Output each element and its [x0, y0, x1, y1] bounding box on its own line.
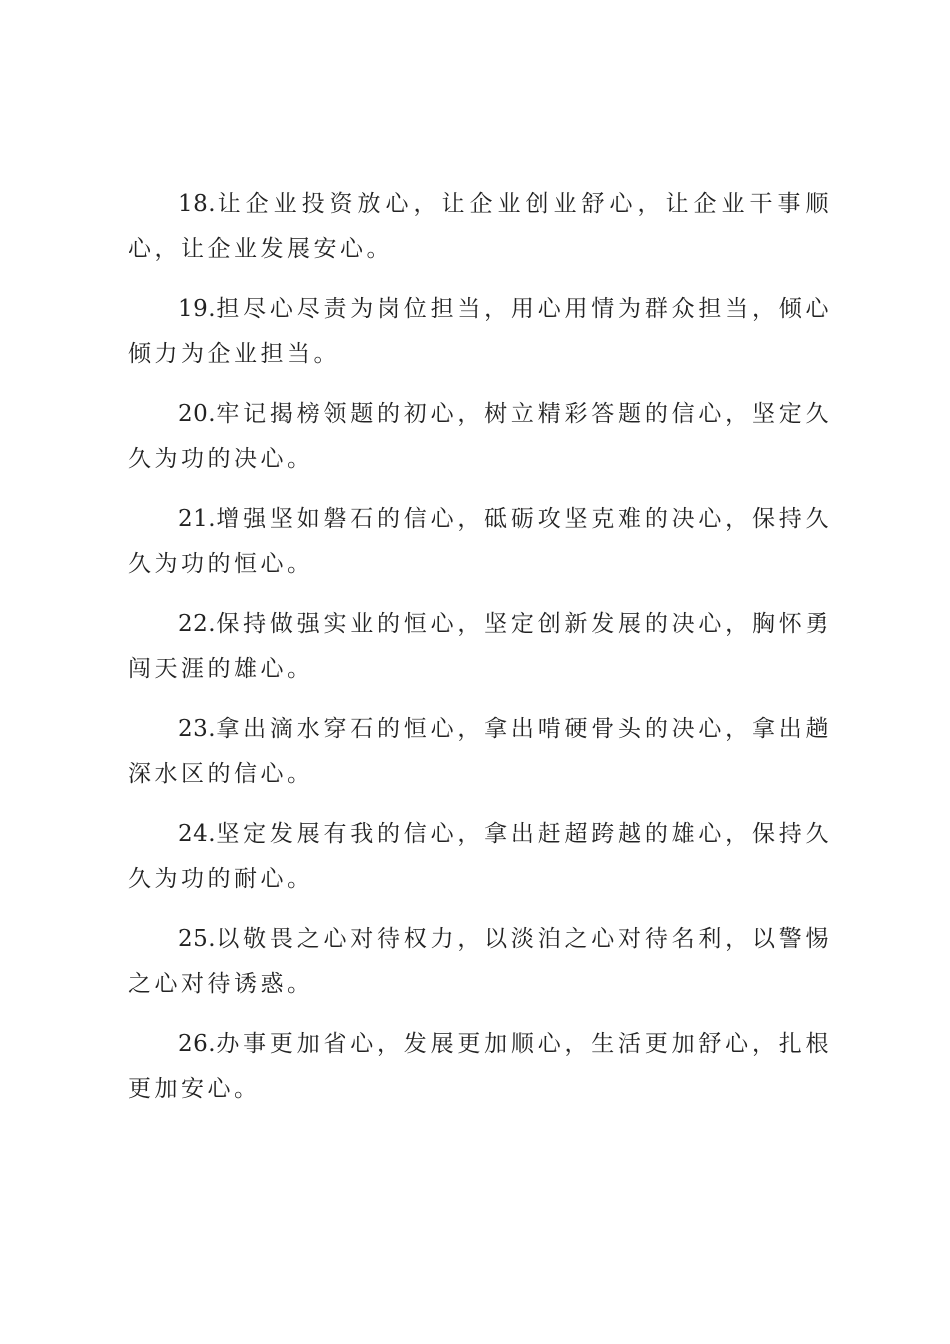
list-item: [128, 1022, 832, 1112]
item-number: 20.: [178, 401, 217, 427]
item-number: 26.: [178, 1031, 217, 1057]
item-text: 拿出滴水穿石的恒心，拿出啃硬骨头的决心，拿出趟深水区的信心。: [128, 716, 832, 787]
list-item: [128, 707, 832, 797]
item-number: 22.: [178, 611, 217, 637]
item-text: 担尽心尽责为岗位担当，用心用情为群众担当，倾心倾力为企业担当。: [128, 296, 832, 367]
item-text: 办事更加省心，发展更加顺心，生活更加舒心，扎根更加安心。: [128, 1031, 832, 1102]
list-item: [128, 602, 832, 692]
item-number: 19.: [178, 296, 217, 322]
item-number: 21.: [178, 506, 217, 532]
item-text: 坚定发展有我的信心，拿出赶超跨越的雄心，保持久久为功的耐心。: [128, 821, 832, 892]
item-text: 保持做强实业的恒心，坚定创新发展的决心，胸怀勇闯天涯的雄心。: [128, 611, 832, 682]
item-text: 让企业投资放心，让企业创业舒心，让企业干事顺心，让企业发展安心。: [128, 191, 832, 262]
item-number: 18.: [178, 191, 217, 217]
item-number: 24.: [178, 821, 217, 847]
list-item: [128, 287, 832, 377]
item-text: 牢记揭榜领题的初心，树立精彩答题的信心，坚定久久为功的决心。: [128, 401, 832, 472]
document-page: [128, 182, 832, 1127]
item-number: 25.: [178, 926, 217, 952]
list-item: [128, 392, 832, 482]
list-item: [128, 182, 832, 272]
list-item: [128, 497, 832, 587]
list-item: [128, 812, 832, 902]
list-item: [128, 917, 832, 1007]
item-text: 以敬畏之心对待权力，以淡泊之心对待名利，以警惕之心对待诱惑。: [128, 926, 832, 997]
item-text: 增强坚如磐石的信心，砥砺攻坚克难的决心，保持久久为功的恒心。: [128, 506, 832, 577]
item-number: 23.: [178, 716, 217, 742]
